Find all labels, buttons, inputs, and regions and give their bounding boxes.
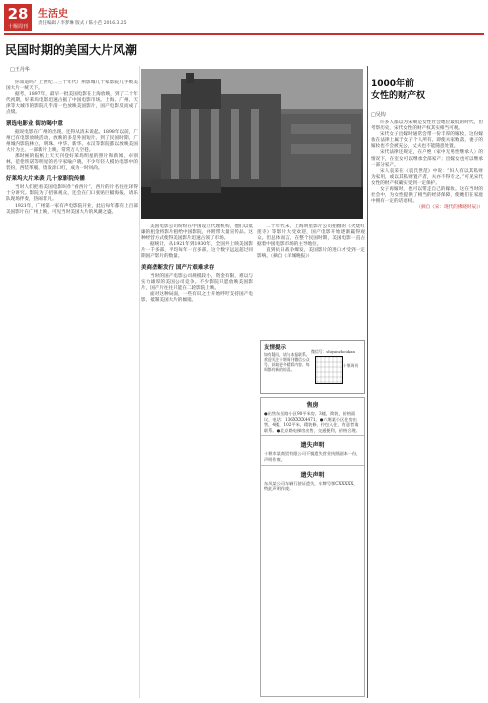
header-rule bbox=[4, 33, 484, 35]
paragraph: 直到抗日战争爆发，美国影片的进口才受到一定影响。（摘自《羊城晚报》） bbox=[257, 248, 365, 260]
sidebar-source: （摘自《宋：现代的拂晓时辰》） bbox=[416, 205, 483, 211]
article-byline: □王丹华 bbox=[10, 67, 30, 73]
article-column-2 bbox=[141, 224, 253, 698]
ad-body: ●出售东岳路小区90平米房，3楼，简装，价格面议，电话：136XXXX4471。●六堰某小区住房出售，4楼，102平米，精装修，拎包入住，有意者请联系。●北京路电梯房出售，交通便利，价格合理。 bbox=[264, 411, 360, 433]
paragraph: 当时人们把看美国电影叫作“看西片”，西片的片名往往译得十分讲究。影院为了招徕观众，还会在门口张贴巨幅海报，请乐队现场伴奏，热闹非凡。 bbox=[6, 185, 138, 203]
paragraph: 那时候的报纸上天天刊登好莱坞明星的照片和新闻，卓别林、范伦铁诺等明星的名字家喻户晓。不少年轻人模仿电影中的装扮，西装革履、烫发涂口红，成为一时风尚。 bbox=[6, 153, 138, 172]
paragraph: 女子再嫁时，也可以带走自己的嫁妆。这在当时的社会中，为女性提供了相当的经济保障，使她们在家庭中拥有一定的话语权。 bbox=[371, 187, 483, 205]
historic-photo bbox=[141, 69, 363, 219]
sidebar-byline: □吴钩 bbox=[371, 112, 386, 118]
reminder-body: 如有疑问，请与本报联系。欢迎关注十堰周刊微信公众号，获取更多精彩内容，每周都有新的惊喜。 bbox=[264, 352, 310, 372]
ad-separator bbox=[261, 435, 364, 436]
ad-title: 遗失声明 bbox=[300, 471, 325, 479]
ad-title: 售房 bbox=[306, 402, 319, 409]
paragraph: 据统计，从1921年到1930年，全国共上映美国影片一千多部，平均每年一百多部，这个数字远远超过同期国产影片的数量。 bbox=[141, 242, 253, 260]
sidebar-headline: 1000年前 女性的财产权 bbox=[371, 79, 426, 101]
article-column-3 bbox=[257, 224, 365, 339]
ad-title: 遗失声明 bbox=[300, 442, 325, 450]
article-headline: 民国时期的美国大片风潮 bbox=[5, 43, 138, 57]
section-title: 生活史 bbox=[38, 9, 68, 20]
paragraph: 许多人都以为宋朝是女性社会地位最低的时代，但考察历史，宋代女性的财产权其实相当可观。 bbox=[371, 120, 483, 132]
classified-ads bbox=[260, 397, 365, 697]
paragraph: 美国电影公司纷纷在中国设立代理机构，他们以低廉的租金将影片租给中国影院，并附带大量宣传品。这种经营方式使得美国影片迅速占领了市场。 bbox=[141, 224, 253, 242]
qr-code-icon[interactable] bbox=[315, 356, 343, 384]
paragraph: 二十年代末，上海明星影片公司拍摄的《火烧红莲寺》等影片大受欢迎，国产电影开始逐渐赢得观众。但总体而言，在整个民国时期，美国电影一直占据着中国电影市场的主导地位。 bbox=[257, 224, 365, 248]
photo-illustration bbox=[141, 69, 363, 219]
subheading: 票选电影业 街坊喝中意 bbox=[6, 120, 63, 127]
paragraph: 宋代法律还规定，在户绝（家中无男性继承人）的情况下，在室女可以继承全部家产；出嫁女也可以继承一部分家产。 bbox=[371, 150, 483, 168]
wechat-id: 微信号：shiyanzhoukan bbox=[311, 349, 355, 354]
subheading: 好莱坞大片来袭 几十家影院传播 bbox=[6, 176, 85, 183]
paragraph: 据说电影在广州的出现，还得从清末说起。1898年以前，广州已有电影放映活动，放映的多是外国短片。到了民国时期，广州城内影院林立，明珠、中华、新华、永汉等影院都以放映美国大片为主，一部新片上映，常常万人空巷。 bbox=[6, 129, 138, 153]
paragraph: 宋代女子出嫁时通常会带一份丰厚的嫁妆，这份嫁妆在法律上属于女子个人所有。即使夫家败落，妻子的嫁妆也不会被充公，丈夫也不能随意处置。 bbox=[371, 132, 483, 150]
sidebar-article bbox=[371, 120, 483, 702]
ad-separator bbox=[261, 465, 364, 466]
paragraph: 1921年，广州第一家有声电影院开业，此后每年都有上百部美国影片在广州上映，可见当时美国大片的风潮之盛。 bbox=[6, 203, 138, 215]
subheading: 美商垄断发行 国产片艰难求存 bbox=[141, 264, 215, 271]
editor-credits: 责任编辑 / 李梦琳 版式 / 陈小芭 2016.3.25 bbox=[38, 21, 127, 26]
reminder-title: 友情提示 bbox=[264, 345, 287, 351]
page-number-badge bbox=[4, 4, 32, 31]
ad-body: 东风某公司车辆行驶证遗失，车牌号鄂CXXXXX，特此声明作废。 bbox=[264, 480, 358, 492]
paper-label: 十堰周刊 bbox=[4, 24, 32, 31]
paragraph: 面对这种局面，一些有识之士开始呼吁支持国产电影，抵制美国大片的倾销。 bbox=[141, 291, 253, 303]
column-divider bbox=[139, 66, 140, 698]
paragraph: 据考，1897年，最早一批美国电影在上海放映，到了二十年代初期，好莱坞电影迅速占据了中国电影市场。上海、广州、天津等大城市的影院几乎清一色放映美国影片，国产电影反而成了点缀。 bbox=[6, 92, 138, 116]
paragraph: 当时的国产电影公司规模较小，资金有限，难以与实力雄厚的美国公司竞争。不少影院只愿放映美国影片，国产片往往只能在二轮影院上映。 bbox=[141, 273, 253, 291]
page-number: 28 bbox=[7, 5, 29, 23]
article-column-1 bbox=[6, 80, 138, 698]
ad-body: 十堰市某商贸有限公司不慎遗失营业执照副本一份，声明作废。 bbox=[264, 451, 361, 462]
friendly-reminder-box bbox=[260, 340, 365, 394]
sidebar-divider bbox=[367, 66, 368, 698]
wechat-name: 十堰周刊 bbox=[343, 363, 359, 368]
paragraph: 宋人袁采在《袁氏世范》中说：“妇人有以其私财为家用，或以其私财置产者，夫亦不得专之。”可见宋代女性的财产权确实受到一定保护。 bbox=[371, 168, 483, 186]
paragraph: 你知道吗？上世纪二三十年代广州影城几十家影院几乎被美国大片一统天下。 bbox=[6, 80, 138, 92]
